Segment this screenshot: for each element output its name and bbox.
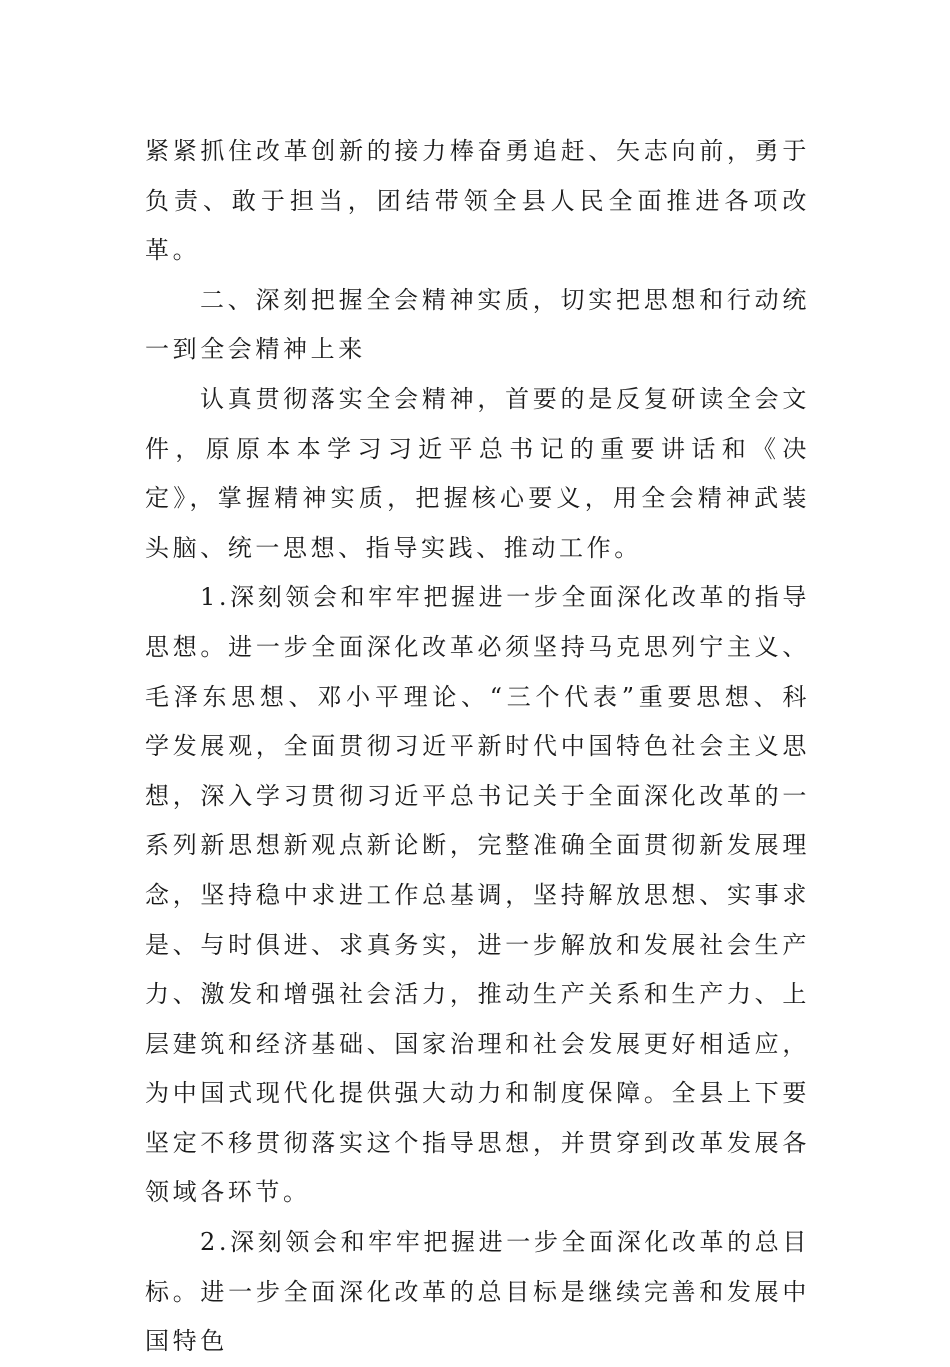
paragraph-intro: 认真贯彻落实全会精神，首要的是反复研读全会文件，原原本本学习习近平总书记的重要讲话和《决定》，掌握精神实质，把握核心要义，用全会精神武装头脑、统一思想、指导实践、推动工作。 xyxy=(145,384,810,562)
document-body xyxy=(145,127,810,1367)
paragraph-continuation: 紧紧抓住改革创新的接力棒奋勇追赶、矢志向前，勇于负责、敢于担当，团结带领全县人民全面推进各项改革。 xyxy=(145,137,810,265)
paragraph-item-2: 2.深刻领会和牢牢把握进一步全面深化改革的总目标。进一步全面深化改革的总目标是继续完善和发展中国特色 xyxy=(145,1228,810,1356)
paragraph-item-1: 1.深刻领会和牢牢把握进一步全面深化改革的指导思想。进一步全面深化改革必须坚持马克思列宁主义、毛泽东思想、邓小平理论、“三个代表”重要思想、科学发展观，全面贯彻习近平新时代中国特色社会主义思想，深入学习贯彻习近平总书记关于全面深化改革的一系列新思想新观点新论断，完整准确全面贯彻新发展理念，坚持稳中求进工作总基调，坚持解放思想、实事求是、与时俱进、求真务实，进一步解放和发展社会生产力、激发和增强社会活力，推动生产关系和生产力、上层建筑和经济基础、国家治理和社会发展更好相适应，为中国式现代化提供强大动力和制度保障。全县上下要坚定不移贯彻落实这个指导思想，并贯穿到改革发展各领域各环节。 xyxy=(145,583,810,1207)
section-heading-2: 二、深刻把握全会精神实质，切实把思想和行动统一到全会精神上来 xyxy=(145,285,810,364)
